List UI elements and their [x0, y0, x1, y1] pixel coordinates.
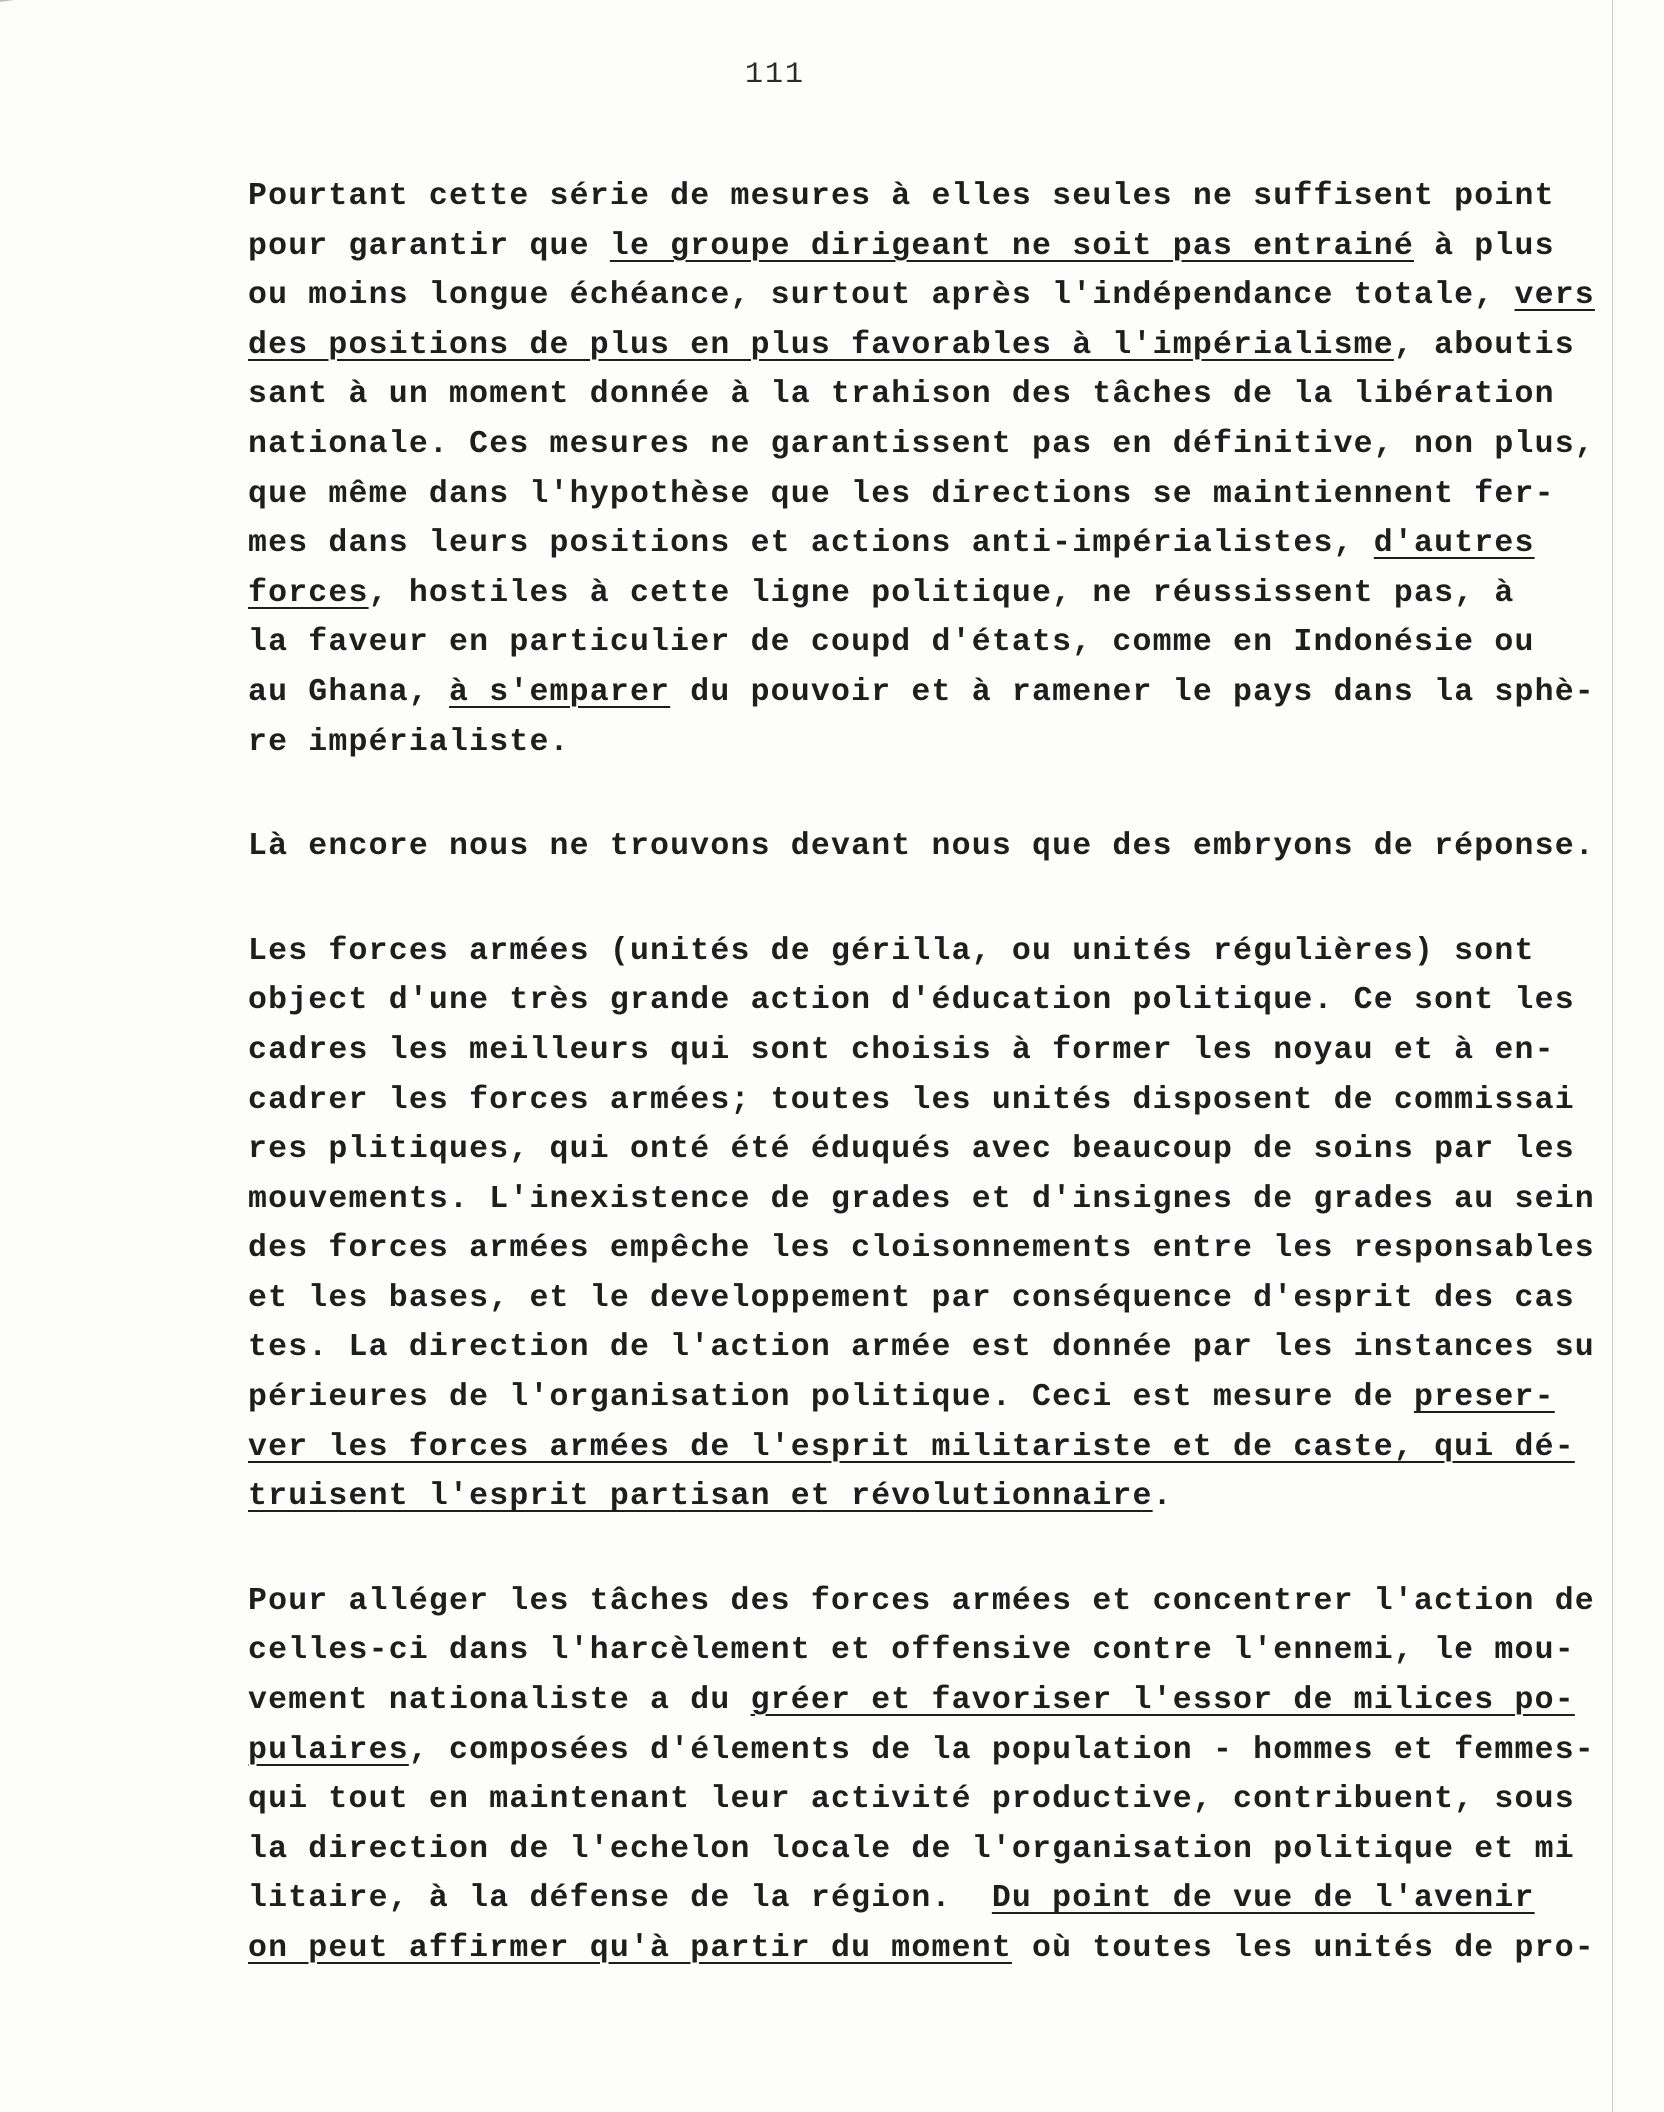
text-line — [248, 1224, 1628, 1274]
text-line — [248, 1874, 1628, 1924]
text-segment: la faveur en particulier de coupd d'états, comme en Indonésie ou — [248, 625, 1535, 661]
underlined-phrase: truisent l'esprit partisan et révolutionnaire — [248, 1479, 1153, 1515]
text-line — [248, 519, 1628, 569]
paragraph-gap — [248, 767, 1628, 822]
text-segment: des forces armées empêche les cloisonnements entre les responsables — [248, 1231, 1595, 1267]
text-line — [248, 668, 1628, 718]
text-segment: Pour alléger les tâches des forces armées et concentrer l'action de — [248, 1583, 1595, 1619]
text-line — [248, 1423, 1628, 1473]
text-line — [248, 1373, 1628, 1423]
underlined-phrase: preser- — [1413, 1380, 1555, 1416]
text-line — [248, 321, 1628, 371]
text-line — [248, 618, 1628, 668]
text-line — [248, 470, 1628, 520]
text-segment: , composées d'élements de la population - hommes et femmes- — [408, 1732, 1595, 1768]
text-segment: la direction de l'echelon locale de l'organisation politique et mi — [248, 1831, 1575, 1867]
text-segment: object d'une très grande action d'éducation politique. Ce sont les — [248, 983, 1575, 1019]
text-segment: sant à un moment donnée à la trahison des tâches de la libération — [248, 377, 1555, 413]
text-segment: Là encore nous ne trouvons devant nous que des embryons de réponse. — [248, 829, 1595, 865]
text-segment: où toutes les unités de pro- — [1011, 1931, 1595, 1966]
text-line — [248, 1825, 1628, 1875]
underlined-phrase: ver les forces armées de l'esprit militariste et de caste, qui dé- — [248, 1429, 1575, 1465]
underlined-phrase: gréer et favoriser l'essor de milices po- — [750, 1683, 1575, 1719]
text-line — [248, 1274, 1628, 1324]
typed-text-body — [248, 172, 1628, 1974]
text-segment: ou moins longue échéance, surtout après l'indépendance totale, — [248, 278, 1515, 314]
text-segment: et les bases, et le developpement par conséquence d'esprit des cas — [248, 1280, 1575, 1316]
page-number: 111 — [745, 58, 806, 92]
text-segment: mes dans leurs positions et actions anti-impérialistes, — [248, 526, 1374, 562]
text-line — [248, 1175, 1628, 1225]
text-segment: du pouvoir et à ramener le pays dans la sphè- — [670, 674, 1595, 710]
text-segment: périeures de l'organisation politique. Ceci est mesure de — [248, 1380, 1414, 1416]
text-line — [248, 976, 1628, 1026]
underlined-phrase: pulaires — [248, 1732, 409, 1768]
text-segment: à plus — [1413, 228, 1555, 264]
underlined-phrase: forces — [248, 575, 369, 611]
scan-corner-mark — [0, 0, 62, 20]
text-line — [248, 420, 1628, 470]
text-segment: , hostiles à cette ligne politique, ne réussissent pas, à — [368, 575, 1515, 611]
text-line — [248, 1076, 1628, 1126]
text-segment: vement nationaliste a du — [248, 1683, 751, 1719]
text-line — [248, 1626, 1628, 1676]
text-segment: cadres les meilleurs qui sont choisis à former les noyau et à en- — [248, 1032, 1555, 1068]
text-line — [248, 1472, 1628, 1522]
underlined-phrase: d'autres — [1373, 526, 1535, 562]
text-segment: Les forces armées (unités de gérilla, ou unités régulières) sont — [248, 933, 1535, 969]
underlined-phrase: le groupe dirigeant ne soit pas entrainé — [609, 228, 1414, 264]
text-segment: res plitiques, qui onté été éduqués avec beaucoup de soins par les — [248, 1132, 1575, 1168]
text-segment: tes. La direction de l'action armée est donnée par les instances su — [248, 1330, 1595, 1366]
text-line — [248, 927, 1628, 977]
text-line — [248, 718, 1628, 768]
text-segment: pour garantir que — [248, 228, 610, 264]
text-segment: celles-ci dans l'harcèlement et offensive contre l'ennemi, le mou- — [248, 1633, 1575, 1669]
underlined-phrase: Du point de vue de l'avenir — [991, 1881, 1535, 1917]
text-segment: mouvements. L'inexistence de grades et d'insignes de grades au sein — [248, 1181, 1595, 1217]
text-line — [248, 1924, 1628, 1974]
text-segment: Pourtant cette série de mesures à elles seules ne suffisent point — [248, 179, 1555, 214]
text-segment: nationale. Ces mesures ne garantissent pas en définitive, non plus, — [248, 426, 1595, 462]
underlined-phrase: des positions de plus en plus favorables à l'impérialisme — [248, 327, 1394, 363]
text-line — [248, 172, 1628, 222]
text-segment: , aboutis — [1393, 327, 1575, 363]
text-line — [248, 370, 1628, 420]
text-segment: qui tout en maintenant leur activité productive, contribuent, sous — [248, 1782, 1575, 1818]
text-line — [248, 1026, 1628, 1076]
text-line — [248, 569, 1628, 619]
paragraph-gap — [248, 872, 1628, 927]
underlined-phrase: on peut affirmer qu'à partir du moment — [248, 1931, 1012, 1966]
text-line — [248, 1323, 1628, 1373]
text-segment: re impérialiste. — [248, 724, 570, 760]
text-line — [248, 822, 1628, 872]
text-line — [248, 271, 1628, 321]
underlined-phrase: vers — [1514, 278, 1595, 314]
text-segment: . — [1152, 1479, 1173, 1515]
text-line — [248, 1676, 1628, 1726]
text-segment: cadrer les forces armées; toutes les unités disposent de commissai — [248, 1082, 1575, 1118]
text-segment: au Ghana, — [248, 674, 450, 710]
paragraph-gap — [248, 1522, 1628, 1577]
text-line — [248, 1125, 1628, 1175]
text-line — [248, 1726, 1628, 1776]
text-line — [248, 1577, 1628, 1627]
text-line — [248, 222, 1628, 272]
text-line — [248, 1775, 1628, 1825]
text-segment: que même dans l'hypothèse que les directions se maintiennent fer- — [248, 476, 1555, 512]
underlined-phrase: à s'emparer — [449, 674, 671, 710]
text-segment: litaire, à la défense de la région. — [248, 1881, 992, 1917]
